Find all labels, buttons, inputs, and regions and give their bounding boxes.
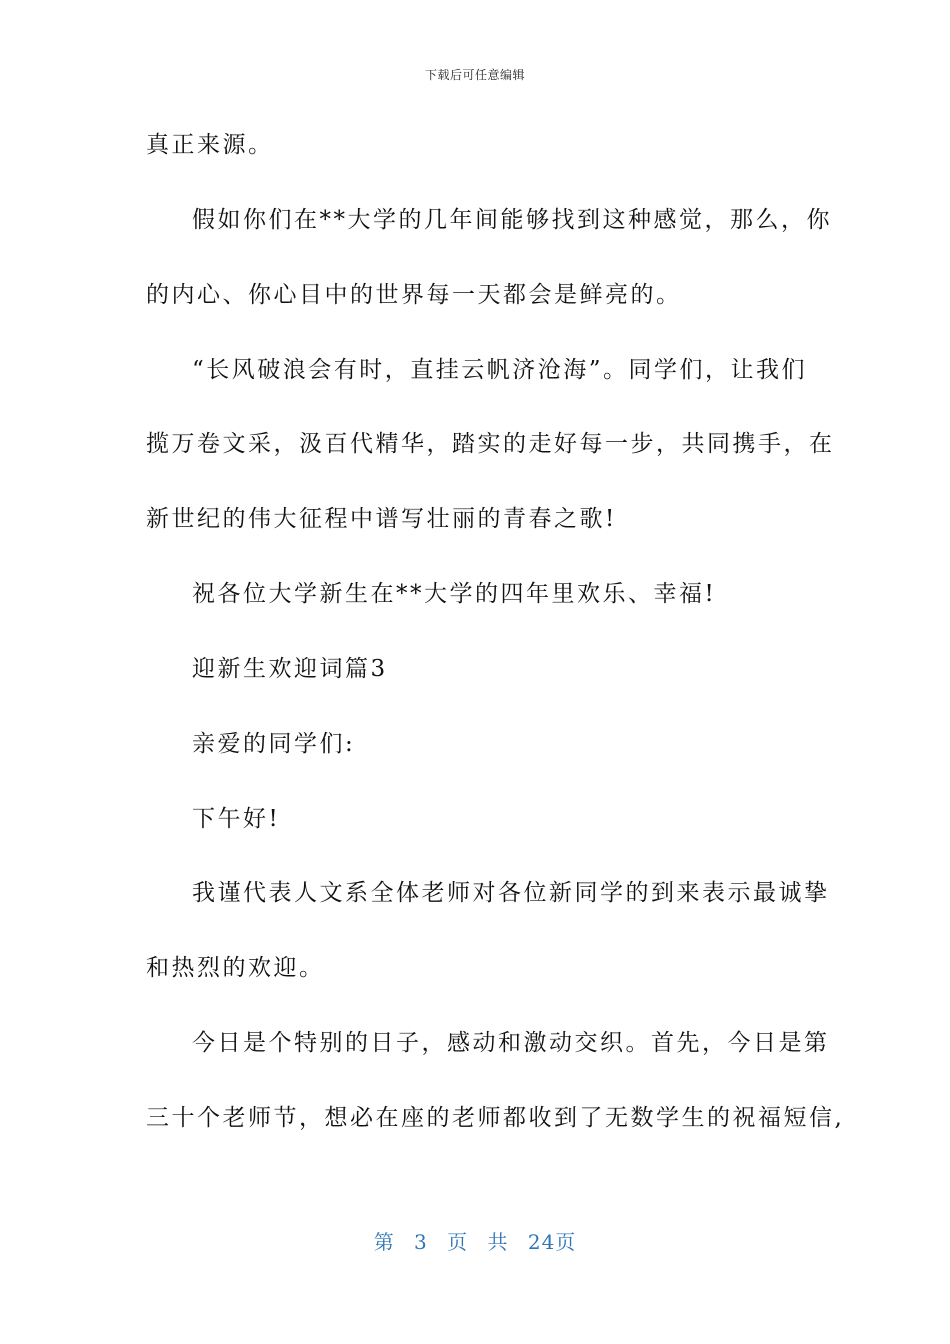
body-line: 的内心、你心目中的世界每一天都会是鲜亮的。 [146,282,682,308]
body-line: 揽万卷文采，汲百代精华，踏实的走好每一步，共同携手，在 [146,431,835,457]
body-line: 祝各位大学新生在**大学的四年里欢乐、幸福! [192,581,717,607]
body-line: “长风破浪会有时，直挂云帆济沧海”。同学们，让我们 [192,357,808,383]
total-pages: 24页 [527,1230,577,1254]
total-label: 共 [487,1230,509,1254]
body-line: 真正来源。 [146,132,274,158]
page-label-prefix: 第 [373,1230,395,1254]
page-label-mid: 页 [447,1230,469,1254]
section-heading: 迎新生欢迎词篇3 [192,656,388,682]
body-line: 新世纪的伟大征程中谱写壮丽的青春之歌! [146,506,617,532]
page-header: 下载后可任意编辑 [424,68,525,82]
body-line: 今日是个特别的日子，感动和激动交织。首先，今日是第 [192,1030,830,1056]
current-page-number: 3 [414,1230,428,1254]
body-line: 下午好! [192,806,281,832]
body-line: 假如你们在**大学的几年间能够找到这种感觉，那么，你 [192,207,832,233]
body-line: 和热烈的欢迎。 [146,955,325,981]
body-line: 我谨代表人文系全体老师对各位新同学的到来表示最诚挚 [192,880,830,906]
page-footer [0,1226,950,1255]
body-line: 亲爱的同学们: [192,731,356,757]
body-line: 三十个老师节，想必在座的老师都收到了无数学生的祝福短信, [146,1105,845,1131]
